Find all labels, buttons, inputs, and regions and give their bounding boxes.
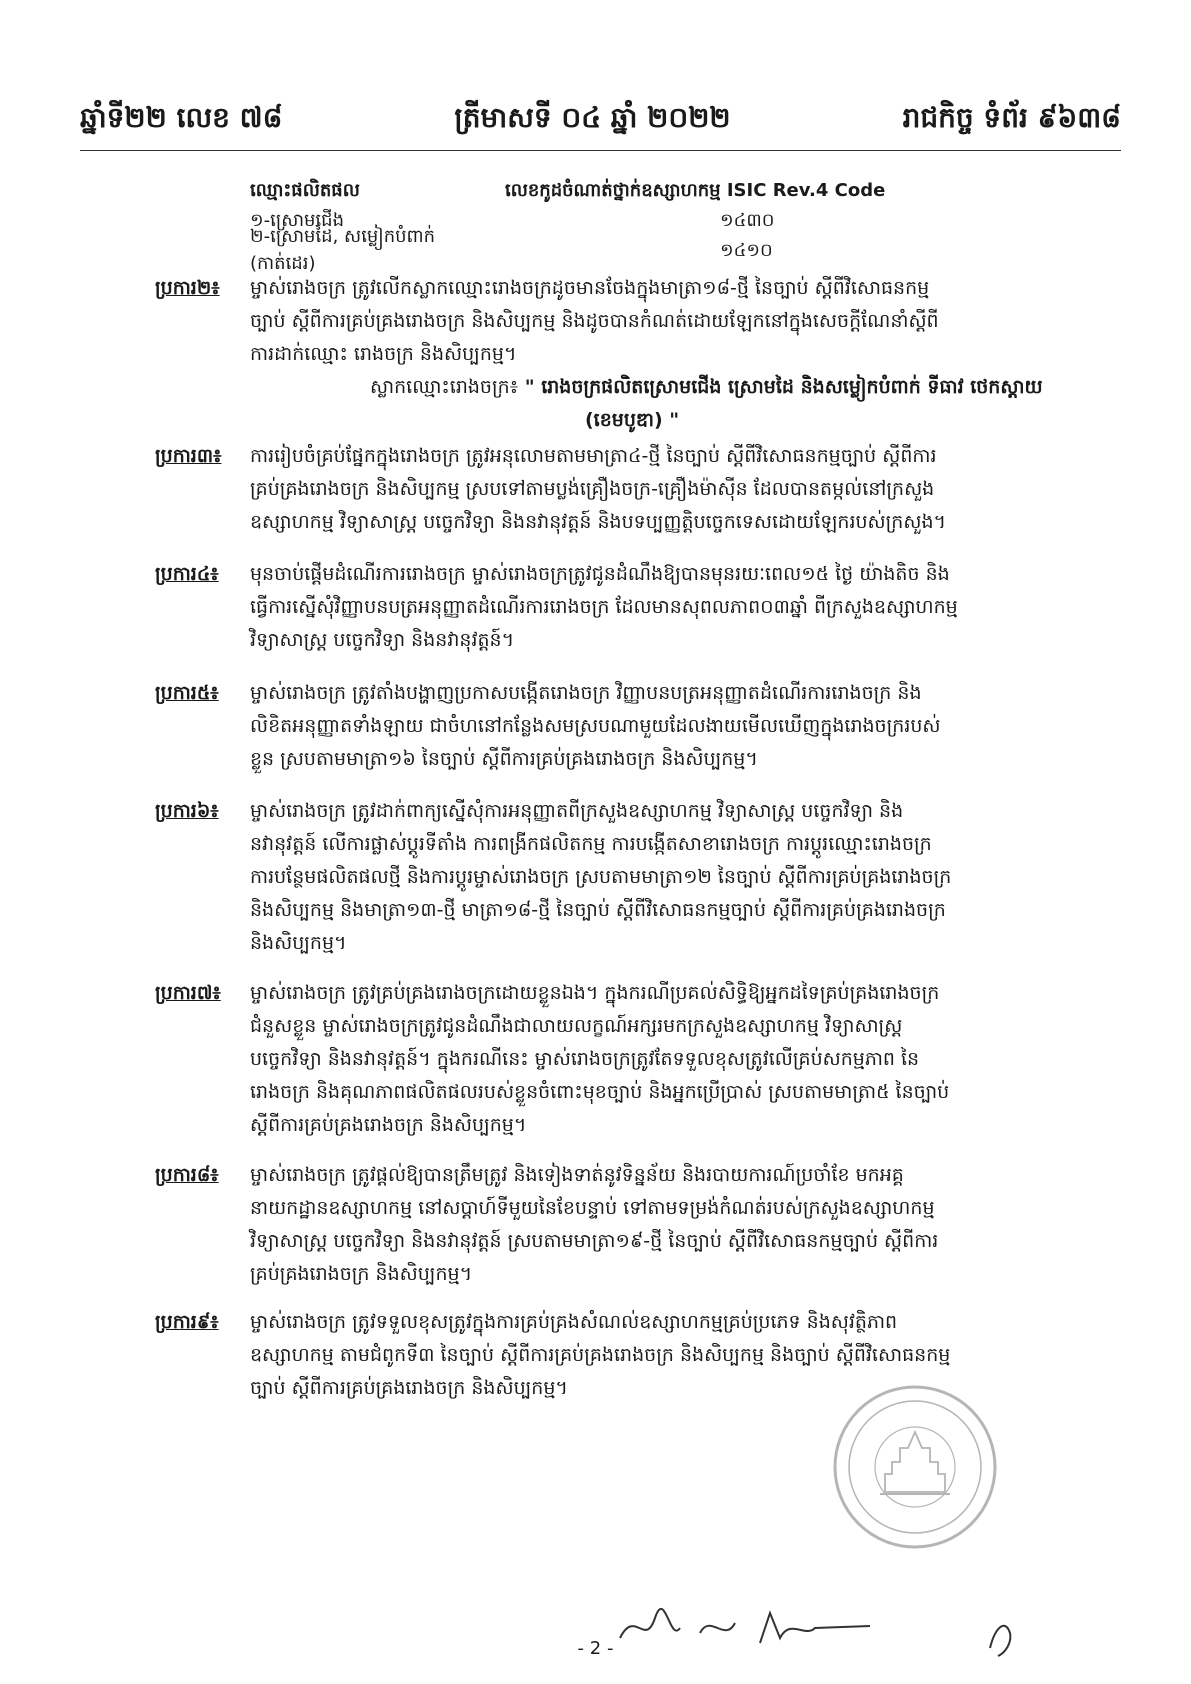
product-header: ឈ្មោះផលិតផល xyxy=(250,179,360,201)
article-line: និងសិប្បកម្ម និងមាត្រា១៣-ថ្មី មាត្រា១៨-ថ្មី នៃច្បាប់ ស្ដីពីវិសោធនកម្មច្បាប់ ស្ដីពីការគ្រប់គ្រងរោងចក្រ xyxy=(250,899,946,921)
sign-name: " រោងចក្រផលិតស្រោមជើង ស្រោមដៃ និងសម្លៀកបំពាក់ ទីធាវ ថេកស្តាយ xyxy=(524,376,1043,398)
article-line: ច្បាប់ ស្ដីពីការគ្រប់គ្រងរោងចក្រ និងសិប្បកម្ម និងដូចបានកំណត់ដោយឡែកនៅក្នុងសេចក្ដីណែនាំស្ដីពី xyxy=(250,310,939,332)
year-issue: ឆ្នាំទី២២ លេខ ៧៨ xyxy=(80,100,283,134)
article-line: នវានុវត្តន៍ លើការផ្លាស់ប្តូរទីតាំង ការពង្រីកផលិតកម្ម ការបង្កើតសាខារោងចក្រ ការប្ដូរឈ្មោះរោងចក្រ xyxy=(250,833,932,855)
article-label: ប្រការ៥៖ xyxy=(155,682,219,704)
article-line: ឧស្សាហកម្ម តាមជំពូកទី៣ នៃច្បាប់ ស្ដីពីការគ្រប់គ្រងរោងចក្រ និងសិប្បកម្ម និងច្បាប់ ស្ដីពីវិសោធនកម្ម xyxy=(250,1344,951,1366)
article-label: ប្រការ២៖ xyxy=(155,277,220,299)
product-name: ១-ស្រោមជើង xyxy=(250,209,345,231)
article-line: លិខិតអនុញ្ញាតទាំងឡាយ ជាចំហនៅកន្លែងសមស្របណាមួយដែលងាយមើលឃើញក្នុងរោងចក្ររបស់ xyxy=(250,715,941,737)
page-header xyxy=(80,96,1121,144)
article-line: និងសិប្បកម្ម។ xyxy=(250,932,347,954)
official-seal-icon xyxy=(830,1382,1000,1552)
article-4 xyxy=(155,558,1085,657)
article-7 xyxy=(155,977,1085,1142)
product-name: ២-ស្រោមដៃ, សម្លៀកបំពាក់ (កាត់ដេរ) xyxy=(250,226,436,274)
product-code: ១៤៣០ xyxy=(720,209,775,231)
article-line: ម្ចាស់រោងចក្រ ត្រូវតាំងបង្ហាញប្រកាសបង្កើតរោងចក្រ វិញ្ញាបនបត្រអនុញ្ញាតដំណើរការរោងចក្រ និង xyxy=(250,682,922,704)
article-line: ធ្វើការស្នើសុំវិញ្ញាបនបត្រអនុញ្ញាតដំណើរការរោងចក្រ ដែលមានសុពលភាព០៣ឆ្នាំ ពីក្រសួងឧស្សាហកម្ម xyxy=(250,596,958,618)
article-line: ម្ចាស់រោងចក្រ ត្រូវផ្ដល់ឱ្យបានត្រឹមត្រូវ និងទៀងទាត់នូវទិន្នន័យ និងរបាយការណ៍ប្រចាំខែ មកអគ្គ xyxy=(250,1164,904,1186)
gazette-page: រាជកិច្ច ទំព័រ ៩៦៣៨ xyxy=(902,100,1121,134)
article-6 xyxy=(155,795,1085,960)
header-rule xyxy=(80,150,1121,151)
article-line: គ្រប់គ្រងរោងចក្រ និងសិប្បកម្ម ស្របទៅតាមប្លង់គ្រឿងចក្រ-គ្រឿងម៉ាស៊ីន ដែលបានតម្កល់នៅក្រសួង xyxy=(250,478,935,500)
product-codes-table xyxy=(250,176,1030,274)
article-line: ឧស្សាហកម្ម វិទ្យាសាស្ត្រ បច្ចេកវិទ្យា និងនវានុវត្តន៍ និងបទប្បញ្ញត្តិបច្ចេកទេសដោយឡែករបស់ក្រសួង។ xyxy=(250,511,947,533)
article-line: ស្ដីពីការគ្រប់គ្រងរោងចក្រ និងសិប្បកម្ម។ xyxy=(250,1114,527,1136)
article-label: ប្រការ៣៖ xyxy=(155,445,222,467)
article-line: ច្បាប់ ស្ដីពីការគ្រប់គ្រងរោងចក្រ និងសិប្បកម្ម។ xyxy=(250,1377,568,1399)
product-code: ១៤១០ xyxy=(720,239,773,261)
sign-name-continued: (ខេមបូឌា) " xyxy=(585,409,680,431)
codes-header-row xyxy=(250,176,1030,206)
article-line: មុនចាប់ផ្តើមដំណើរការរោងចក្រ ម្ចាស់រោងចក្រត្រូវជូនដំណឹងឱ្យបានមុនរយៈពេល១៥ ថ្ងៃ យ៉ាងតិច និង xyxy=(250,563,950,585)
article-line: ម្ចាស់រោងចក្រ ត្រូវគ្រប់គ្រងរោងចក្រដោយខ្លួនឯង។ ក្នុងករណីប្រគល់សិទ្ធិឱ្យអ្នកដទៃគ្រប់គ្រងរោងចក្រ xyxy=(250,982,940,1004)
article-line: ម្ចាស់រោងចក្រ ត្រូវលើកស្លាកឈ្មោះរោងចក្រដូចមានចែងក្នុងមាត្រា១៨-ថ្មី នៃច្បាប់ ស្ដីពីវិសោធនកម្ម xyxy=(250,277,930,299)
article-line: រោងចក្រ និងគុណភាពផលិតផលរបស់ខ្លួនចំពោះមុខច្បាប់ និងអ្នកប្រើប្រាស់ ស្របតាមមាត្រា៥ នៃច្បាប់ xyxy=(250,1081,950,1103)
article-label: ប្រការ៧៖ xyxy=(155,982,221,1004)
article-line: ម្ចាស់រោងចក្រ ត្រូវដាក់ពាក្យស្នើសុំការអនុញ្ញាតពីក្រសួងឧស្សាហកម្ម វិទ្យាសាស្ត្រ បច្ចេកវិទ្យា និង xyxy=(250,800,904,822)
quarter-date: ត្រីមាសទី ០៤ ឆ្នាំ ២០២២ xyxy=(454,100,731,134)
factory-sign-line xyxy=(250,371,1085,404)
article-line: វិទ្យាសាស្ត្រ បច្ចេកវិទ្យា និងនវានុវត្តន៍។ xyxy=(250,629,515,651)
article-line: ការបន្ថែមផលិតផលថ្មី និងការប្ដូរម្ចាស់រោងចក្រ ស្របតាមមាត្រា១២ នៃច្បាប់ ស្ដីពីការគ្រប់គ្រងរោងចក្រ xyxy=(250,866,952,888)
article-line: ការរៀបចំគ្រប់ផ្នែកក្នុងរោងចក្រ ត្រូវអនុលោមតាមមាត្រា៤-ថ្មី នៃច្បាប់ ស្ដីពីវិសោធនកម្មច្បាប់ ស្ដីពីការ xyxy=(250,445,937,467)
page-number: - 2 - xyxy=(577,1638,614,1659)
article-line: បច្ចេកវិទ្យា និងនវានុវត្តន៍។ ក្នុងករណីនេះ ម្ចាស់រោងចក្រត្រូវតែទទួលខុសត្រូវលើគ្រប់សកម្មភាព នៃ xyxy=(250,1048,920,1070)
article-line: វិទ្យាសាស្ត្រ បច្ចេកវិទ្យា និងនវានុវត្តន៍ ស្របតាមមាត្រា១៩-ថ្មី នៃច្បាប់ ស្ដីពីវិសោធនកម្មច្បាប់ ស្ដីពីការ xyxy=(250,1230,939,1252)
article-label: ប្រការ៤៖ xyxy=(155,563,219,585)
article-line: ខ្លួន ស្របតាមមាត្រា១៦ នៃច្បាប់ ស្ដីពីការគ្រប់គ្រងរោងចក្រ និងសិប្បកម្ម។ xyxy=(250,748,758,770)
article-label: ប្រការ៦៖ xyxy=(155,800,219,822)
article-line: ជំនួសខ្លួន ម្ចាស់រោងចក្រត្រូវជូនដំណឹងជាលាយលក្ខណ៍អក្សរមកក្រសួងឧស្សាហកម្ម វិទ្យាសាស្ត្រ xyxy=(250,1015,903,1037)
article-label: ប្រការ៨៖ xyxy=(155,1164,219,1186)
article-line: ការដាក់ឈ្មោះ រោងចក្រ និងសិប្បកម្ម។ xyxy=(250,343,517,365)
article-5 xyxy=(155,677,1085,776)
article-8 xyxy=(155,1159,1085,1291)
article-2 xyxy=(155,272,1085,437)
sign-label: ស្លាកឈ្មោះរោងចក្រ៖ xyxy=(370,376,519,398)
article-line: គ្រប់គ្រងរោងចក្រ និងសិប្បកម្ម។ xyxy=(250,1263,473,1285)
article-3 xyxy=(155,440,1085,539)
code-header: លេខកូដចំណាត់ថ្នាក់ឧស្សាហកម្ម ISIC Rev.4 Code xyxy=(505,179,886,201)
article-label: ប្រការ៩៖ xyxy=(155,1311,219,1333)
table-row xyxy=(250,226,1030,274)
article-line: នាយកដ្ឋានឧស្សាហកម្ម នៅសប្តាហ៍ទីមួយនៃខែបន្ទាប់ ទៅតាមទម្រង់កំណត់របស់ក្រសួងឧស្សាហកម្ម xyxy=(250,1197,935,1219)
article-line: ម្ចាស់រោងចក្រ ត្រូវទទួលខុសត្រូវក្នុងការគ្រប់គ្រងសំណល់ឧស្សាហកម្មគ្រប់ប្រភេទ និងសុវត្ថិភាព xyxy=(250,1311,898,1333)
